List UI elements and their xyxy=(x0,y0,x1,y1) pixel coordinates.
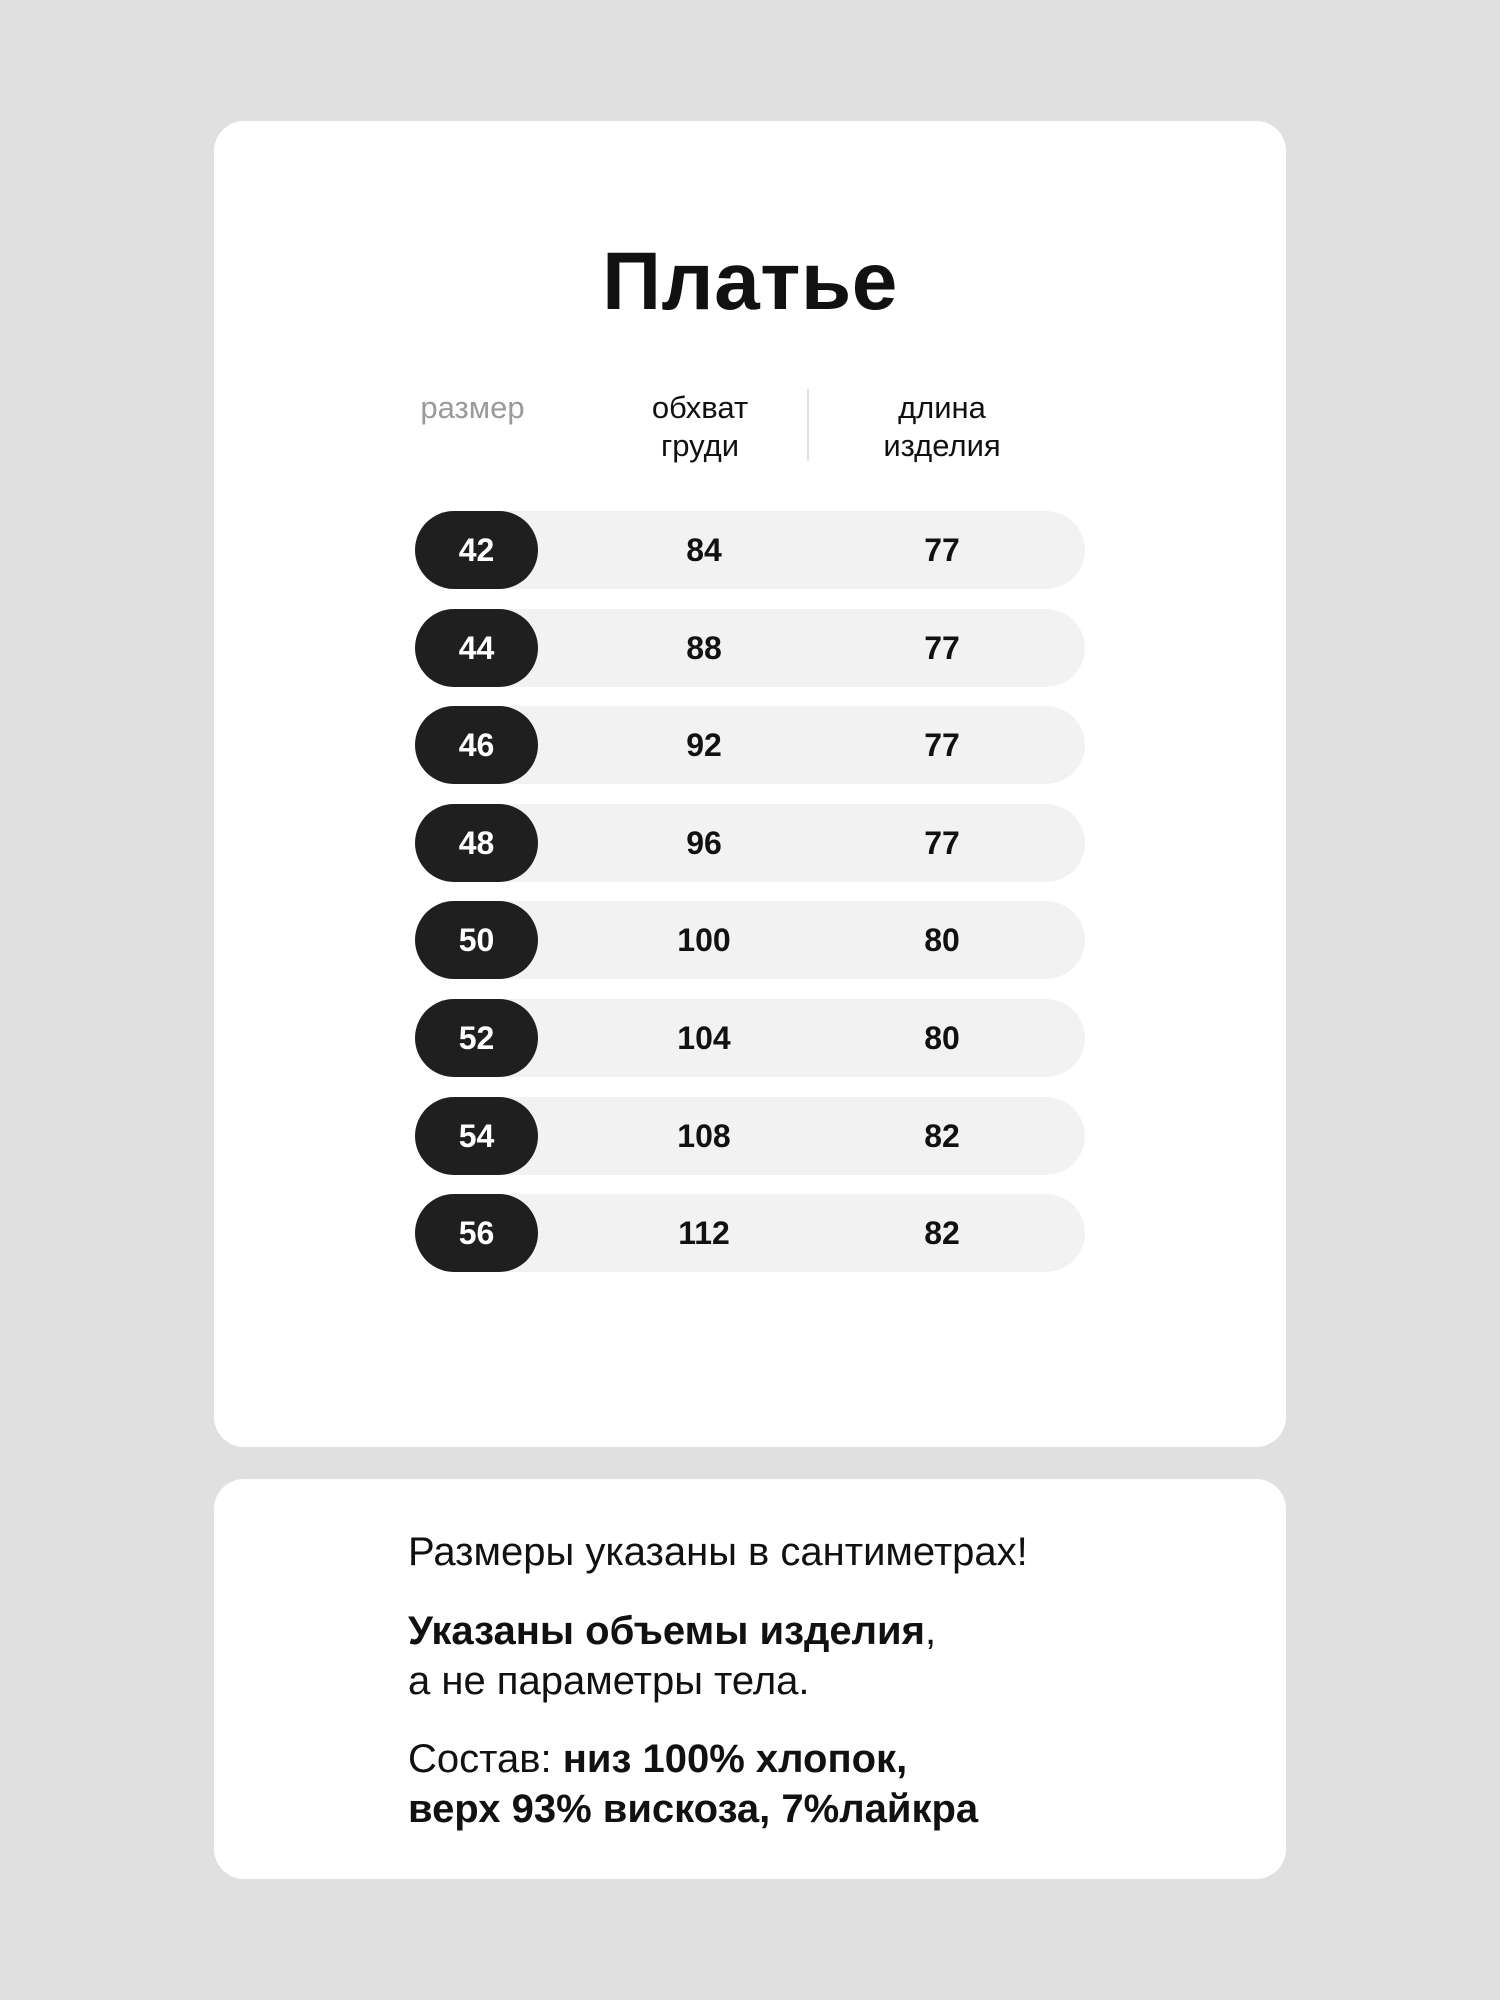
table-row xyxy=(415,1097,1085,1175)
composition-label: Состав: xyxy=(408,1737,563,1781)
chest-value: 108 xyxy=(677,1117,731,1154)
table-row xyxy=(415,511,1085,589)
chest-value: 112 xyxy=(678,1215,730,1252)
chest-value: 92 xyxy=(686,727,722,764)
chest-value: 104 xyxy=(677,1019,731,1056)
composition-line2: верх 93% вискоза, 7%лайкра xyxy=(408,1787,979,1831)
table-row xyxy=(415,804,1085,882)
column-header-length-line1: длина xyxy=(898,390,986,425)
composition-line1: низ 100% хлопок, xyxy=(562,1737,908,1781)
table-row xyxy=(415,1194,1085,1272)
column-header-length xyxy=(842,389,1042,465)
size-table xyxy=(415,511,1085,1292)
table-row xyxy=(415,706,1085,784)
table-row xyxy=(415,999,1085,1077)
table-row xyxy=(415,901,1085,979)
length-value: 82 xyxy=(924,1215,960,1252)
column-header-length-line2: изделия xyxy=(883,428,1001,463)
size-pill: 42 xyxy=(415,511,538,589)
length-value: 77 xyxy=(924,629,960,666)
column-header-chest-line2: груди xyxy=(660,428,740,463)
column-header-chest xyxy=(600,389,800,465)
column-header-size xyxy=(410,389,535,427)
size-pill: 50 xyxy=(415,901,538,979)
size-pill: 56 xyxy=(415,1194,538,1272)
chest-value: 88 xyxy=(686,629,722,666)
length-value: 80 xyxy=(924,922,960,959)
size-pill: 54 xyxy=(415,1097,538,1175)
volumes-note-comma: , xyxy=(924,1609,937,1653)
volumes-note-bold: Указаны объемы изделия xyxy=(408,1609,925,1653)
units-note: Размеры указаны в сантиметрах! xyxy=(408,1530,1028,1574)
volumes-note-rest: а не параметры тела. xyxy=(408,1659,810,1703)
page-title: Платье xyxy=(602,236,898,327)
length-value: 77 xyxy=(924,824,960,861)
length-value: 77 xyxy=(924,532,960,568)
length-value: 80 xyxy=(924,1019,960,1056)
size-pill: 52 xyxy=(415,999,538,1077)
composition-note xyxy=(408,1734,978,1834)
column-header-chest-line1: обхват xyxy=(651,390,749,425)
length-value: 82 xyxy=(924,1117,960,1154)
size-pill: 46 xyxy=(415,706,538,784)
volumes-note xyxy=(408,1606,936,1706)
chest-value: 96 xyxy=(686,824,722,861)
column-divider xyxy=(807,389,809,461)
chest-value: 84 xyxy=(686,532,722,568)
chest-value: 100 xyxy=(677,922,731,959)
size-pill: 48 xyxy=(415,804,538,882)
length-value: 77 xyxy=(924,727,960,764)
size-pill: 44 xyxy=(415,609,538,687)
table-row xyxy=(415,609,1085,687)
column-header-size-label: размер xyxy=(420,390,525,425)
